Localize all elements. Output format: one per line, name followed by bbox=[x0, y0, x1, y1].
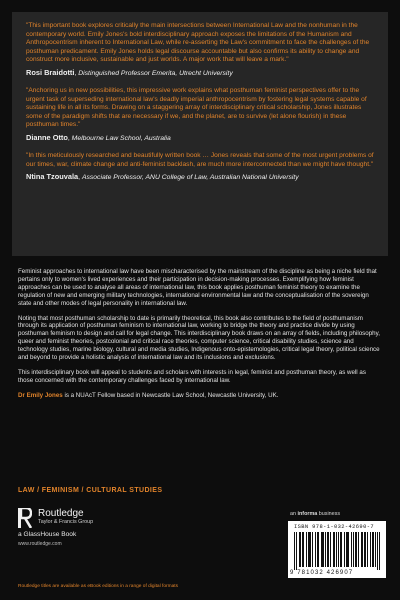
isbn-barcode bbox=[288, 521, 386, 578]
endorsement-attribution: Ntina Tzouvala, Associate Professor, ANU College of Law, Australian National University bbox=[26, 172, 299, 182]
blurb-paragraph-3: This interdisciplinary book will appeal to students and scholars with interests in legal, feminist and posthuman theory, as well as those concerned with the contemporary challenges faced by international law. bbox=[18, 368, 366, 384]
publisher-group: Taylor & Francis Group bbox=[38, 519, 94, 525]
author-name: Dr Emily Jones bbox=[18, 391, 63, 399]
informa-brand: informa bbox=[297, 511, 318, 517]
blurb-paragraph-1: Feminist approaches to international law have been mischaracterised by the mainstream of the discipline as being a niche field that pertains only to women's lived experiences and their participation in decision-making processes. Exemplifying how feminist approaches can be used to analyse all areas of international law, this book applies posthuman feminist theory to examine the regulation of new and emerging military technologies, international environmental law and the conceptualisation of the sovereign state and other modes of legal personality in international law. bbox=[18, 268, 377, 307]
publisher-name: Routledge bbox=[38, 508, 84, 519]
endorsements-box bbox=[12, 12, 388, 256]
blurb-paragraph-2: Noting that most posthuman scholarship to date is primarily theoretical, this book also contributes to the field of posthumanism through its application of posthuman feminism to international law, working to bridge the theory and practice divide by using posthuman feminism to design and call for legal change. This interdisciplinary book draws on an array of fields, including philosophy, queer and feminist theories, postcolonial and critical race theories, computer science, critical disability studies, science and technology studies, marine biology, cultural and media studies, Indigenous onto-epistemologies, critical legal theory, political science and beyond to provide a holistic analysis of international law and its inclusions and exclusions. bbox=[18, 314, 380, 362]
endorsement-attribution: Rosi Braidotti, Distinguished Professor Emerita, Utrecht University bbox=[26, 67, 233, 77]
endorser-role: Distinguished Professor Emerita, Utrecht University bbox=[78, 69, 233, 77]
endorser-name: Dianne Otto bbox=[26, 132, 68, 142]
subject-categories: LAW / FEMINISM / CULTURAL STUDIES bbox=[18, 487, 163, 494]
author-bio bbox=[18, 392, 382, 400]
author-bio-text: is a NUAcT Fellow based in Newcastle Law School, Newcastle University, UK. bbox=[62, 391, 279, 399]
ebook-note: Routledge titles are available as eBook editions in a range of digital formats bbox=[18, 584, 178, 589]
endorser-role: Melbourne Law School, Australia bbox=[71, 134, 171, 142]
routledge-logo-icon bbox=[18, 508, 32, 528]
informa-business-label bbox=[290, 511, 340, 517]
informa-prefix: an bbox=[290, 511, 296, 517]
endorser-name: Ntina Tzouvala bbox=[26, 172, 79, 182]
isbn-label: ISBN 978-1-032-42690-7 bbox=[294, 524, 374, 530]
endorsement-1 bbox=[26, 22, 374, 78]
publisher-url: www.routledge.com bbox=[18, 541, 62, 547]
endorsement-2 bbox=[26, 87, 374, 143]
imprint-name: a GlassHouse Book bbox=[18, 531, 77, 538]
barcode-bars bbox=[294, 532, 380, 570]
endorsement-text: "This important book explores critically the main intersections between International Law and the nonhuman in the contemporary world. Emily Jones's bold interdisciplinary approach exposes the limitations of the Humanism and Anthropocentrism inherent to International Law, while re-asserting the Law's commitment to face the challenges of the posthuman predicament. Emily Jones holds legal discourse accountable but also confirms its ability to change and construct more inclusive, sustainable and just worlds. A major work that will leave a mark." bbox=[26, 22, 370, 64]
endorser-role: Associate Professor, ANU College of Law, Australian National University bbox=[81, 174, 299, 182]
endorsement-3 bbox=[26, 152, 374, 182]
blurb bbox=[18, 268, 382, 407]
endorser-name: Rosi Braidotti bbox=[26, 67, 75, 77]
endorsement-attribution: Dianne Otto, Melbourne Law School, Australia bbox=[26, 132, 171, 142]
endorsement-text: "In this meticulously researched and beautifully written book … Jones reveals that some of the most urgent problems of our times, war, climate change and anti-feminist backlash, are much more interconnected than we might have thought." bbox=[26, 151, 374, 168]
barcode-digits: 9 781032 426907 bbox=[290, 570, 354, 576]
endorsement-text: "Anchoring us in new possibilities, this impressive work explains what posthuman feminist perspectives offer to the urgent task of superseding international law's deadly imperial anthropocentrism by fostering legal systems capable of sustaining life in all its forms. Drawing on a staggering array of interdisciplinary critical scholarship, Jones illustrates some of the paradigm shifts that are necessary if we, and the planet, are to survive (let alone flourish) in these posthuman times." bbox=[26, 86, 367, 129]
publisher-block bbox=[18, 508, 188, 547]
informa-suffix: business bbox=[317, 511, 341, 517]
